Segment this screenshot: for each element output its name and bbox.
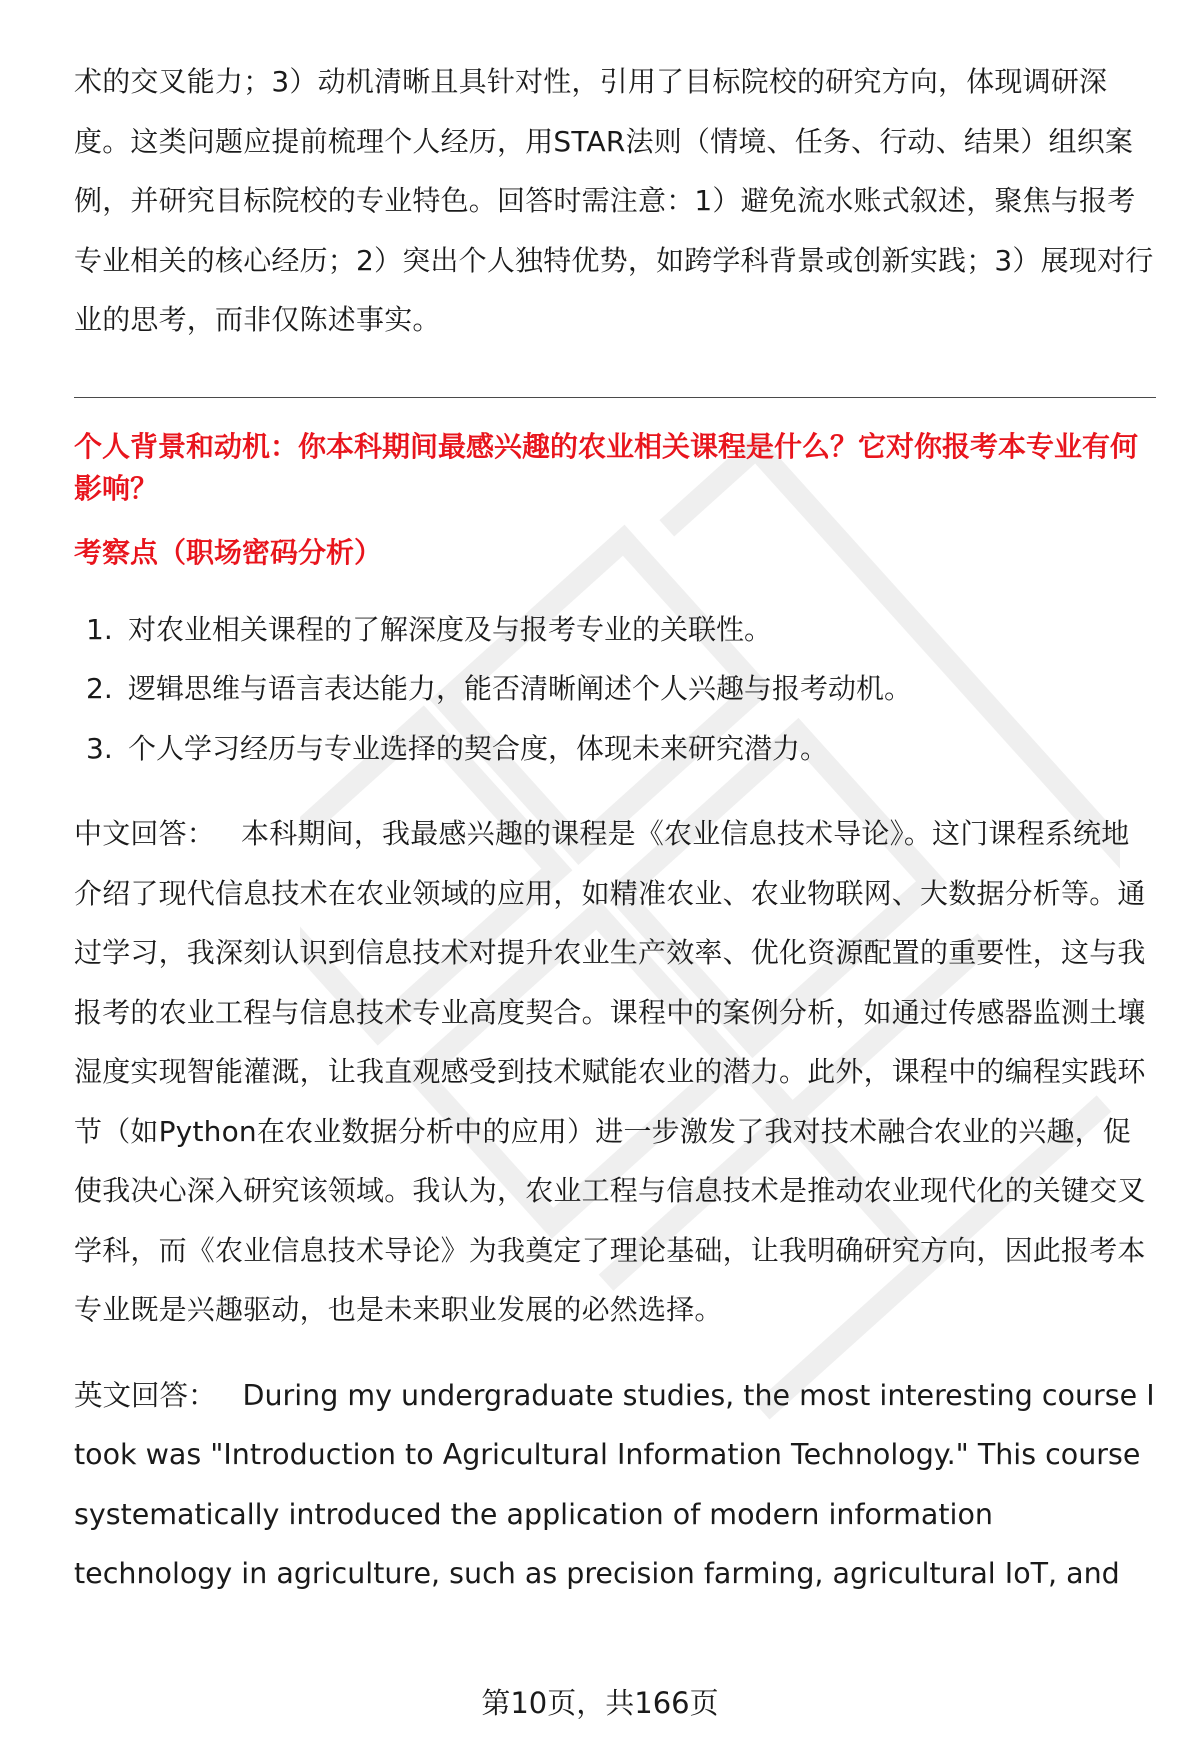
list-item-text: 个人学习经历与专业选择的契合度，体现未来研究潜力。 — [128, 731, 829, 765]
assessment-points-list — [74, 600, 1156, 779]
list-item — [74, 719, 1156, 779]
english-answer-text: During my undergraduate studies, the most interesting course I took was "Introduction to Agricultural Information Technology." This course systematically introduced the application of modern information technology in agriculture, such as precision farming, agricultural IoT, and — [74, 1378, 1155, 1590]
list-item — [74, 600, 1156, 660]
list-item-text: 对农业相关课程的了解深度及与报考专业的关联性。 — [128, 612, 773, 646]
question-heading: 个人背景和动机：你本科期间最感兴趣的农业相关课程是什么？它对你报考本专业有何影响？ — [74, 429, 1139, 505]
list-number: 1. — [86, 612, 113, 646]
chinese-answer-text: 本科期间，我最感兴趣的课程是《农业信息技术导论》。这门课程系统地介绍了现代信息技术在农业领域的应用，如精准农业、农业物联网、大数据分析等。通过学习，我深刻认识到信息技术对提升农业生产效率、优化资源配置的重要性，这与我报考的农业工程与信息技术专业高度契合。课程中的案例分析，如通过传感器监测土壤湿度实现智能灌溉，让我直观感受到技术赋能农业的潜力。此外，课程中的编程实践环节（如Python在农业数据分析中的应用）进一步激发了我对技术融合农业的兴趣，促使我决心深入研究该领域。我认为，农业工程与信息技术是推动农业现代化的关键交叉学科，而《农业信息技术导论》为我奠定了理论基础，让我明确研究方向，因此报考本专业既是兴趣驱动，也是未来职业发展的必然选择。 — [74, 817, 1146, 1326]
list-number: 2. — [86, 672, 113, 705]
chinese-answer — [74, 804, 1156, 1340]
english-answer — [74, 1366, 1156, 1604]
english-answer-label: 英文回答： — [74, 1378, 217, 1412]
list-number: 3. — [86, 731, 113, 765]
page-content — [74, 52, 1156, 1604]
page-number-footer: 第10页，共166页 — [481, 1686, 719, 1720]
assessment-heading: 考察点（职场密码分析） — [74, 535, 383, 569]
continuation-paragraph: 术的交叉能力；3）动机清晰且具针对性，引用了目标院校的研究方向，体现调研深度。这类问题应提前梳理个人经历，用STAR法则（情境、任务、行动、结果）组织案例，并研究目标院校的专业特色。回答时需注意：1）避免流水账式叙述，聚焦与报考专业相关的核心经历；2）突出个人独特优势，如跨学科背景或创新实践；3）展现对行业的思考，而非仅陈述事实。 — [74, 65, 1154, 336]
chinese-answer-label: 中文回答： — [74, 817, 216, 850]
list-item — [74, 659, 1156, 719]
list-item-text: 逻辑思维与语言表达能力，能否清晰阐述个人兴趣与报考动机。 — [128, 672, 913, 705]
section-divider — [74, 397, 1156, 398]
